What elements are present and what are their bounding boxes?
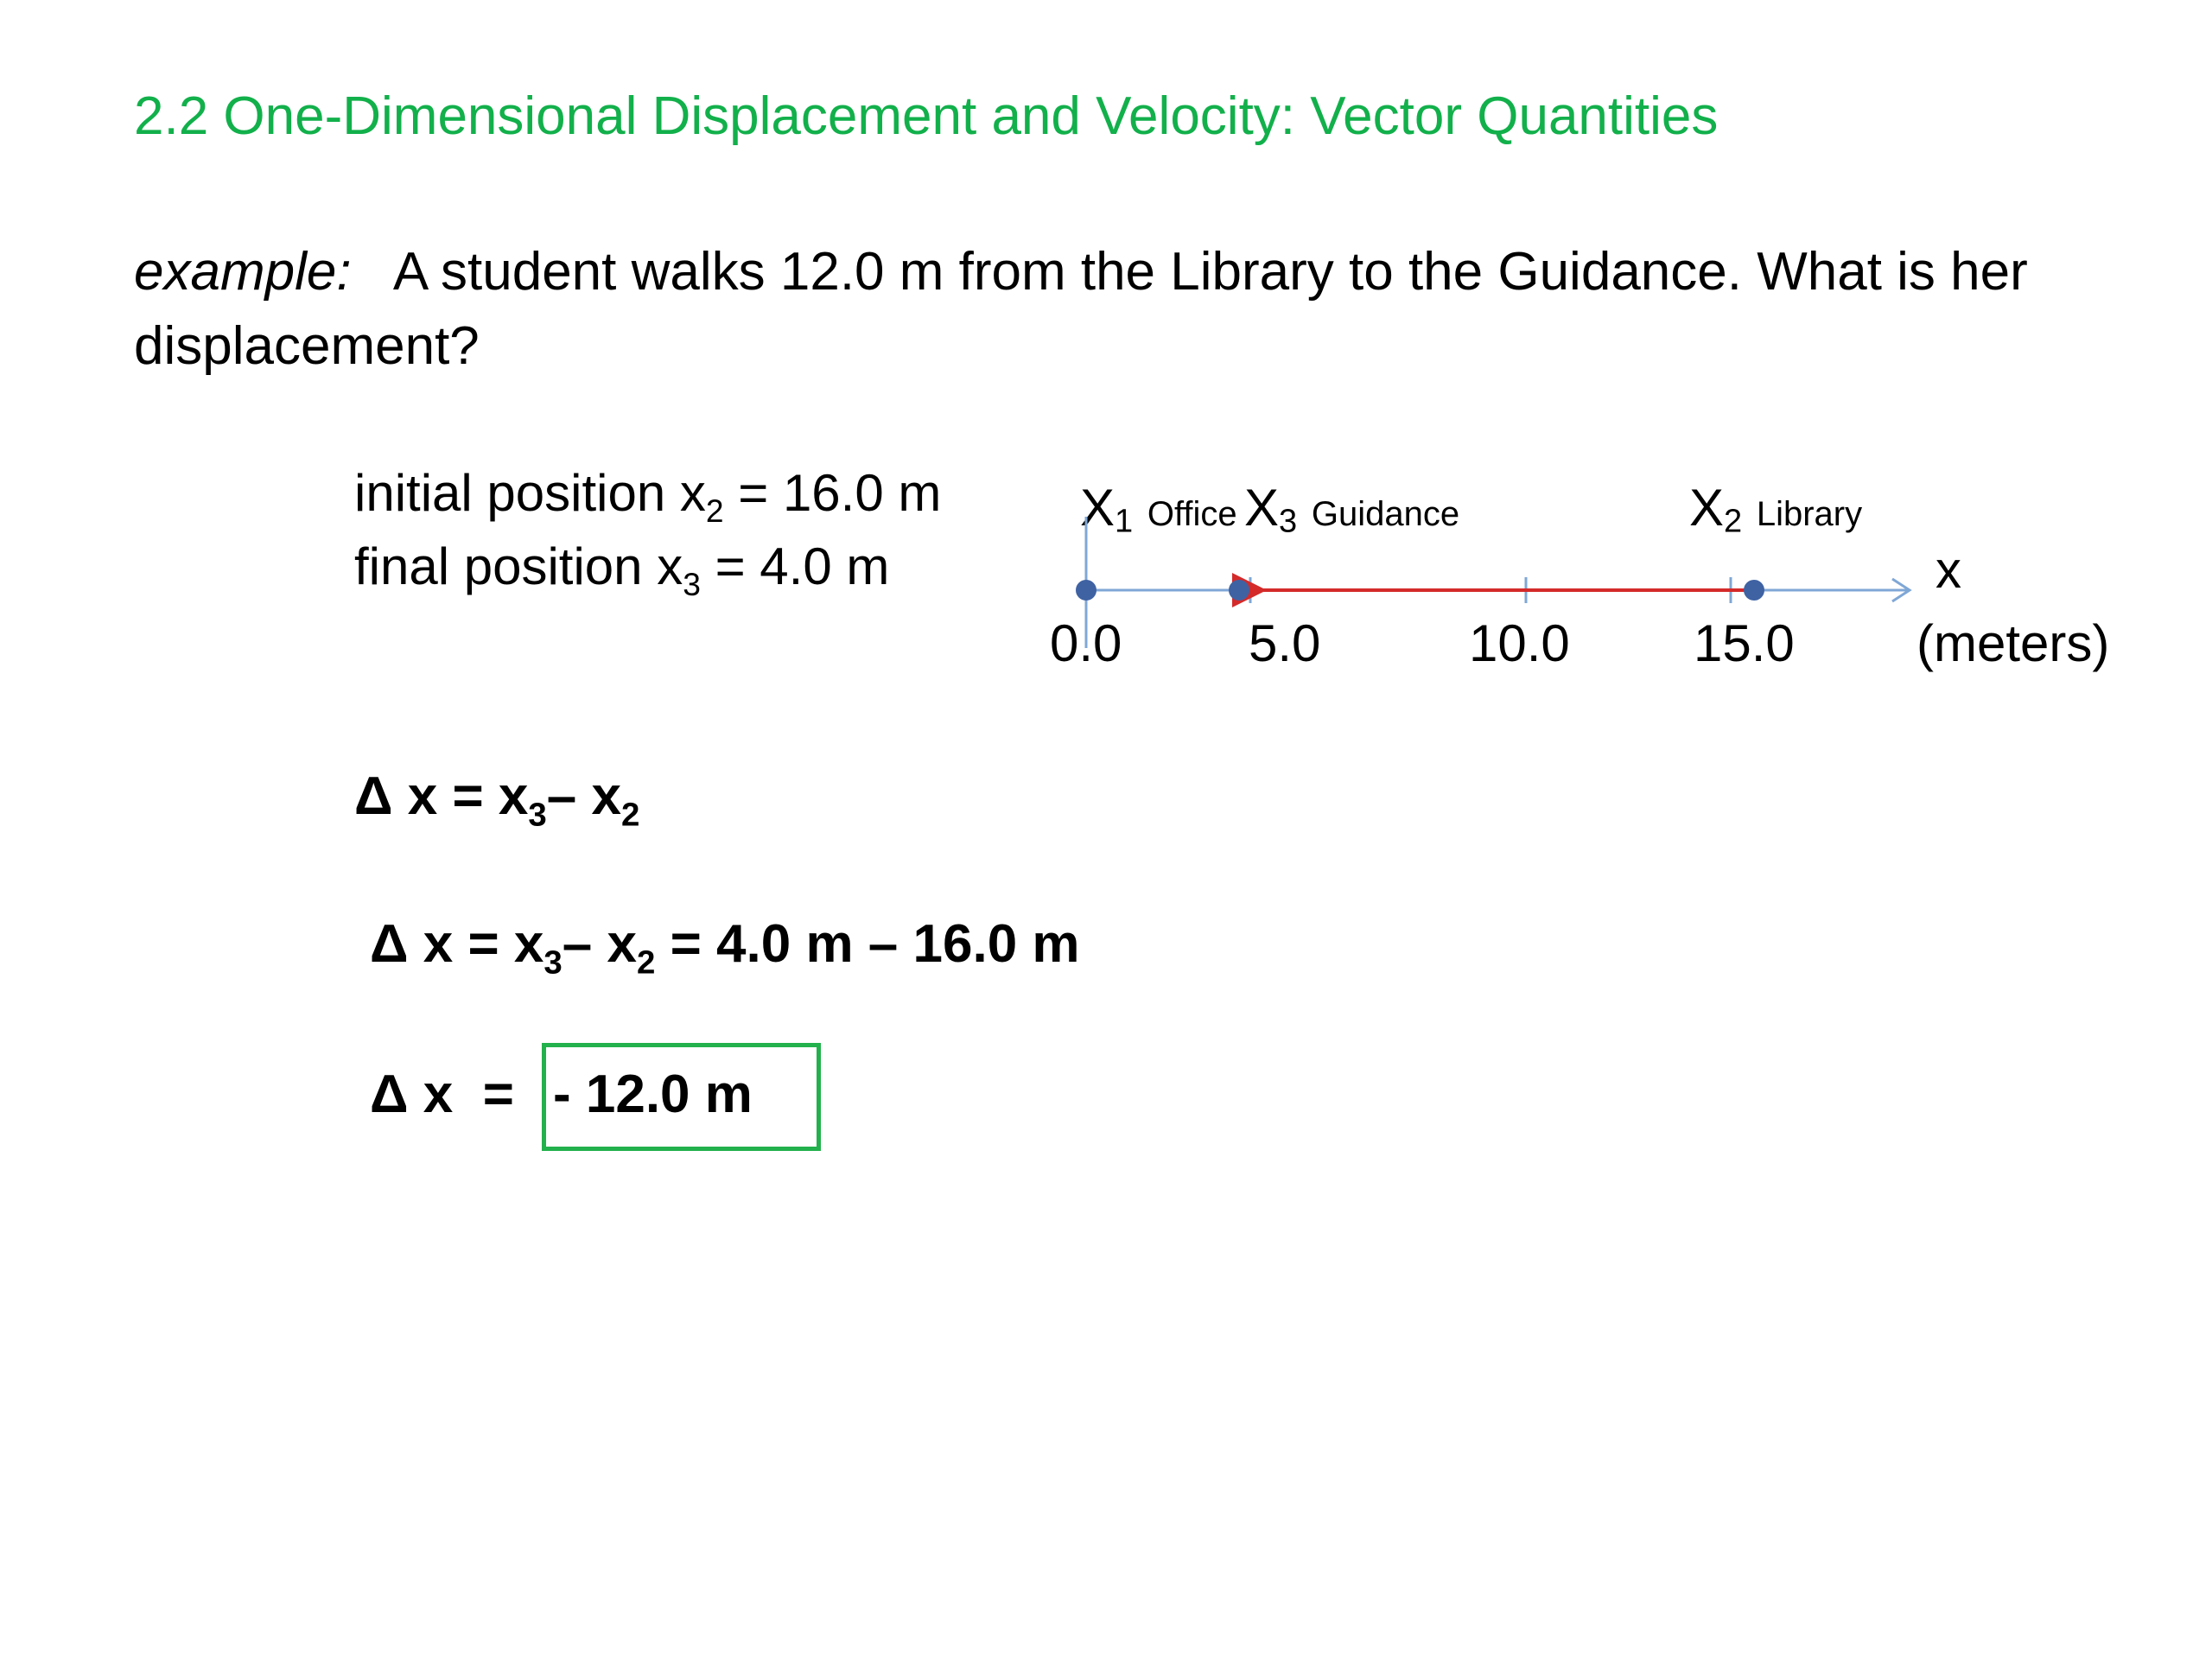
final-position: final position $x_3 = 4.0$ m <box>354 537 890 603</box>
tick-label-0: 0.0 <box>1050 614 1122 672</box>
tick-label-10: 10.0 <box>1469 614 1570 672</box>
office-label: $X_1$ Office <box>1080 479 1237 540</box>
equation-result-lhs: Δ x = <box>370 1065 514 1124</box>
slide-title: 2.2 One-Dimensional Displacement and Velocity: Vector Quantities <box>134 86 1719 146</box>
library-label: $X_2$ Library <box>1689 479 1863 540</box>
office-point <box>1076 580 1096 601</box>
library-point <box>1744 580 1764 601</box>
unit-label: (meters) <box>1916 614 2110 672</box>
example-text: A student walks 12.0 m from the Library to the Guidance. What is her displacement? <box>134 242 2028 376</box>
tick-label-5: 5.0 <box>1249 614 1321 672</box>
guidance-point <box>1229 580 1249 601</box>
guidance-label: $X_3$ Guidance <box>1244 479 1460 540</box>
tick-label-15: 15.0 <box>1694 614 1795 672</box>
equation-substitution: Δ $x = x_3-$ $x_2 = 4.0$ m – 16.0 m <box>370 914 1080 982</box>
equation-definition: Δ $x = x_3-$ $x_2$ <box>354 766 640 834</box>
example-label: example: <box>134 242 352 302</box>
axis-label: x <box>1936 541 1961 599</box>
initial-position: initial position $x_2 = 16.0$ m <box>354 464 942 530</box>
answer-value: - 12.0 m <box>553 1065 753 1124</box>
